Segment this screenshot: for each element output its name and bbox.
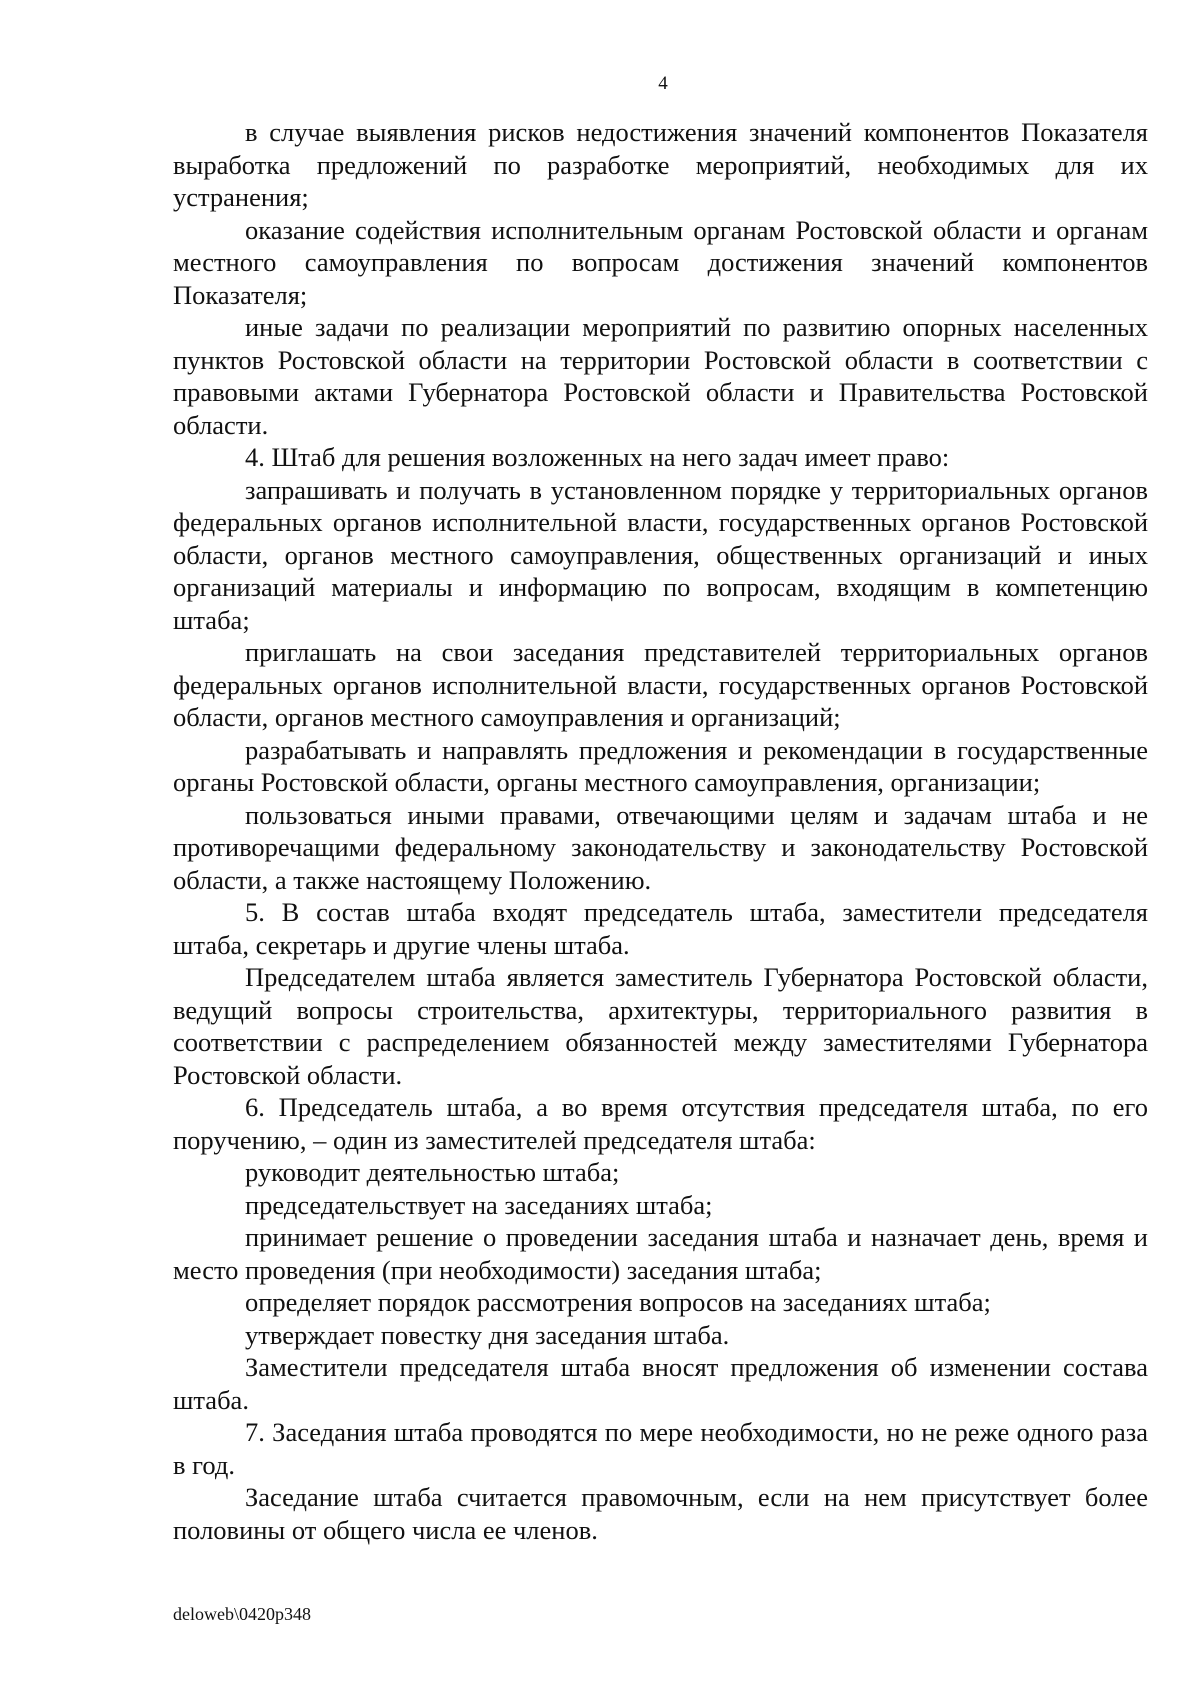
paragraph: в случае выявления рисков недостижения значений компонентов Показателя выработка предложений по разработке мероприятий, необходимых для их устранения; xyxy=(173,117,1148,212)
paragraph: запрашивать и получать в установленном порядке у территориальных органов федеральных органов исполнительной власти, государственных органов Ростовской области, органов местного самоуправления, общественных организаций и иных организаций материалы и информацию по вопросам, входящим в компетенцию штаба; xyxy=(173,474,1148,635)
paragraph: Заместители председателя штаба вносят предложения об изменении состава штаба. xyxy=(173,1352,1148,1415)
document-body xyxy=(173,116,1148,1546)
document-footer-code: deloweb\0420p348 xyxy=(173,1604,311,1624)
list-item: руководит деятельностью штаба; xyxy=(245,1157,620,1187)
page-number: 4 xyxy=(658,73,668,94)
list-item: утверждает повестку дня заседания штаба. xyxy=(245,1319,730,1350)
paragraph: разрабатывать и направлять предложения и рекомендации в государственные органы Ростовской области, органы местного самоуправления, организации; xyxy=(173,734,1148,797)
paragraph: Председателем штаба является заместитель Губернатора Ростовской области, ведущий вопросы строительства, архитектуры, территориального развития в соответствии с распределением обязанностей между заместителями Губернатора Ростовской области. xyxy=(173,962,1148,1090)
section-paragraph: 6. Председатель штаба, а во время отсутствия председателя штаба, по его поручению, – один из заместителей председателя штаба: xyxy=(173,1092,1148,1155)
paragraph: приглашать на свои заседания представителей территориальных органов федеральных органов исполнительной власти, государственных органов Ростовской области, органов местного самоуправления и организаций; xyxy=(173,637,1148,732)
list-item: председательствует на заседаниях штаба; xyxy=(245,1189,713,1220)
paragraph: пользоваться иными правами, отвечающими целям и задачам штаба и не противоречащими федеральному законодательству и законодательству Ростовской области, а также настоящему Положению. xyxy=(173,799,1148,895)
section-heading: 4. Штаб для решения возложенных на него задач имеет право: xyxy=(245,442,950,472)
paragraph: оказание содействия исполнительным органам Ростовской области и органам местного самоуправления по вопросам достижения значений компонентов Показателя; xyxy=(173,214,1148,310)
section-paragraph: 5. В состав штаба входят председатель штаба, заместители председателя штаба, секретарь и другие члены штаба. xyxy=(173,897,1148,960)
list-item: определяет порядок рассмотрения вопросов на заседаниях штаба; xyxy=(245,1287,991,1317)
list-item: принимает решение о проведении заседания штаба и назначает день, время и место проведения (при необходимости) заседания штаба; xyxy=(173,1222,1148,1285)
section-paragraph: 7. Заседания штаба проводятся по мере необходимости, но не реже одного раза в год. xyxy=(173,1417,1148,1480)
paragraph: Заседание штаба считается правомочным, если на нем присутствует более половины от общего числа ее членов. xyxy=(173,1482,1148,1545)
paragraph: иные задачи по реализации мероприятий по развитию опорных населенных пунктов Ростовской области на территории Ростовской области в соответствии с правовыми актами Губернатора Ростовской области и Правительства Ростовской области. xyxy=(173,312,1148,440)
